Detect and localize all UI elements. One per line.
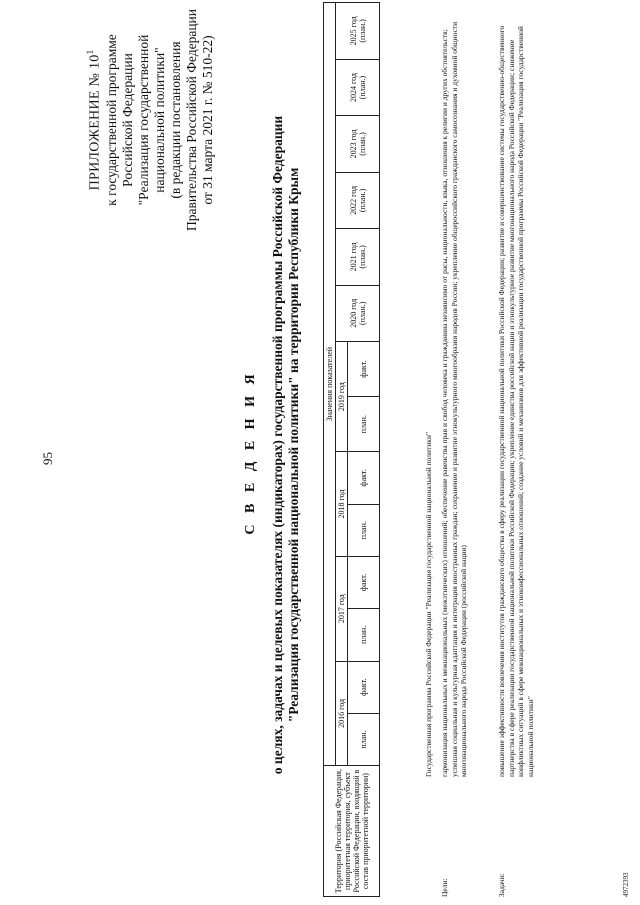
- year-header: 2016 год: [336, 661, 348, 766]
- year-header: 2017 год: [336, 556, 348, 661]
- appendix-stamp: [82, 5, 216, 235]
- tasks-label: Задачи:: [497, 873, 506, 897]
- future-year-header: 2025 год (план.): [336, 3, 380, 60]
- future-year-header: 2024 год (план.): [336, 59, 380, 115]
- fact-header: факт.: [348, 452, 380, 504]
- fact-header: факт.: [348, 342, 380, 397]
- tasks-text: повышение эффективности вовлечения институтов гражданского общества в сферу реализации государственной национальной политики Российской Федерации; развитие и совершенствование системы государственно-общественного партнерства в сфере реализации государственной национальной политики Российской Федерации; укрепление единства российской нации и этнокультурное развитие многонационального народа Российской Федерации; снижение конфликтных ситуаций в сфере межнациональных и этноконфессиональных отношений; создание условий и механизмов для эффективной реализации государственной программы Российской Федерации "Реализация государственной национальной политики": [497, 25, 535, 777]
- plan-header: план.: [348, 504, 380, 556]
- plan-header: план.: [348, 397, 380, 452]
- page-number: 95: [40, 452, 55, 465]
- appendix-line: Российской Федерации: [119, 53, 135, 187]
- appendix-line: национальной политики": [151, 47, 167, 193]
- territory-header: Территория (Российская Федерация, приоритетная территория, субъект Российской Федерации, входящий в состав приоритетной территории): [324, 766, 380, 897]
- goals-label: Цели:: [440, 878, 449, 897]
- future-year-header: 2021 год (план.): [336, 229, 380, 285]
- document-title: [270, 45, 302, 845]
- appendix-line: "Реализация государственной: [135, 34, 151, 206]
- fact-header: факт.: [348, 661, 380, 713]
- goals-text: гармонизация национальных и межнациональных (межэтнических) отношений; обеспечение равенства прав и свобод человека и гражданина независимо от расы, национальности, языка, отношения к религии и других обстоятельств; успешная социальная и культурная адаптация и интеграция иностранных граждан; сохранение и развитие этнокультурного многообразия народов России; укрепление общероссийского гражданского самосознания и духовной общности многонационального народа Российской Федерации (российской нации): [440, 21, 468, 777]
- future-year-header: 2020 год (план.): [336, 285, 380, 341]
- fact-header: факт.: [348, 556, 380, 608]
- plan-header: план.: [348, 713, 380, 765]
- year-header: 2018 год: [336, 452, 348, 557]
- plan-header: план.: [348, 609, 380, 661]
- document-heading: С В Е Д Е Н И Я: [243, 370, 258, 535]
- values-header: Значения показателей: [324, 3, 336, 766]
- indicators-table: [323, 2, 380, 897]
- document-id: 4972393: [622, 872, 630, 897]
- appendix-heading: ПРИЛОЖЕНИЕ № $10^1$: [85, 49, 103, 191]
- title-line: "Реализация государственной национальной политики" на территории Республики Крым: [286, 167, 301, 723]
- appendix-line: от 31 марта 2021 г. № 510-22): [199, 35, 215, 205]
- title-line: о целях, задачах и целевых показателях (индикаторах) государственной программы Российской Федерации: [270, 115, 285, 775]
- future-year-header: 2023 год (план.): [336, 116, 380, 172]
- program-line: Государственная программа Российской Федерации "Реализация государственной национальной политики": [424, 431, 433, 777]
- future-year-header: 2022 год (план.): [336, 172, 380, 228]
- year-header: 2019 год: [336, 342, 348, 452]
- appendix-line: Правительства Российской Федерации: [183, 9, 199, 231]
- appendix-line: (в редакции постановления: [167, 41, 183, 199]
- appendix-line: к государственной программе: [103, 34, 119, 206]
